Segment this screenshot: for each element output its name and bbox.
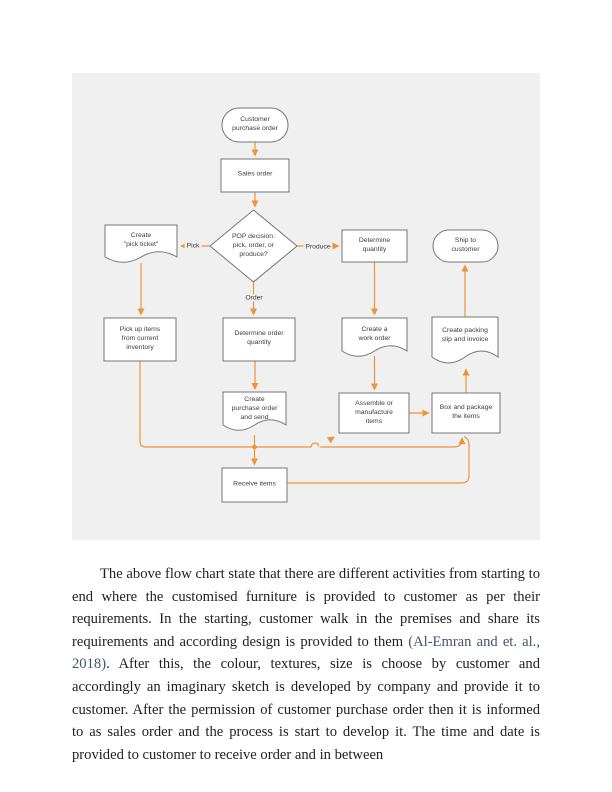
node-label-ship-to-customer: Ship to customer: [451, 237, 480, 253]
paragraph-text-after-citation: . After this, the colour, textures, size is choose by customer and accordingly an imaginary sketch is developed by company and provide it to customer. After the permission of customer purchase order then it is informed to as sales order and the process is start to develop it. The time and date is provided to customer to receive order and in between: [72, 656, 540, 763]
shape-determine-quantity: [342, 230, 407, 262]
shape-pick-up-items: [104, 318, 176, 361]
node-label-pick-up-items: Pick up items from current inventory: [119, 325, 161, 351]
shape-pop-decision: [210, 210, 297, 282]
shape-create-packing-slip: [432, 317, 498, 363]
node-label-receive-items: Receive items: [233, 480, 276, 488]
flow-connectors: [140, 142, 469, 483]
shape-box-package-items: [432, 393, 500, 433]
node-label-sales-order: Sales order: [237, 170, 273, 178]
shape-sales-order: [221, 159, 289, 192]
node-label-box-package-items: Box and package the items: [439, 404, 493, 420]
node-label-determine-order-quantity: Determine order quantity: [234, 330, 284, 346]
flowchart-panel: [72, 73, 540, 540]
node-label-create-work-order: Create a work order: [358, 326, 391, 342]
shape-receive-items: [222, 468, 287, 502]
flow-shapes: [104, 108, 500, 502]
shape-create-purchase-order: [223, 392, 286, 430]
shape-determine-order-quantity: [223, 318, 295, 361]
flowchart-graphic: [72, 73, 540, 540]
node-label-assemble-items: Assemble or manufacture items: [355, 399, 393, 425]
edge-label-produce: Produce: [305, 243, 331, 251]
shape-customer-purchase-order: [222, 108, 288, 142]
node-label-create-purchase-order: Create purchase order and send: [231, 395, 278, 421]
shape-create-work-order: [342, 318, 407, 356]
node-label-create-pick-ticket: Create "pick ticket": [123, 232, 159, 248]
node-label-determine-quantity: Determine quantity: [358, 237, 391, 253]
node-label-create-packing-slip: Create packing slip and invoice: [441, 327, 489, 343]
citation-text: (Al-Emran and et. al., 2018): [72, 633, 540, 673]
edge-label-pick: Pick: [186, 242, 200, 250]
connector-receive-to-assemble: [287, 437, 334, 468]
node-label-customer-purchase-order: Customer purchase order: [232, 116, 278, 132]
edge-label-order: Order: [245, 294, 263, 302]
connector-pickup-to-box: [140, 361, 462, 447]
shape-create-pick-ticket: [105, 225, 177, 262]
shape-assemble-items: [339, 393, 409, 433]
body-paragraph: [72, 563, 540, 766]
node-label-pop-decision: POP decision: pick, order, or produce?: [232, 232, 275, 258]
junction-dot: [251, 444, 257, 450]
paragraph-text-before-citation: The above flow chart state that there are different activities from starting to end where the customised furniture is provided to customer as per their requirements. In the starting, customer walk in the premises and share its requirements and according design is provided to them: [72, 566, 540, 650]
shape-ship-to-customer: [433, 230, 498, 262]
